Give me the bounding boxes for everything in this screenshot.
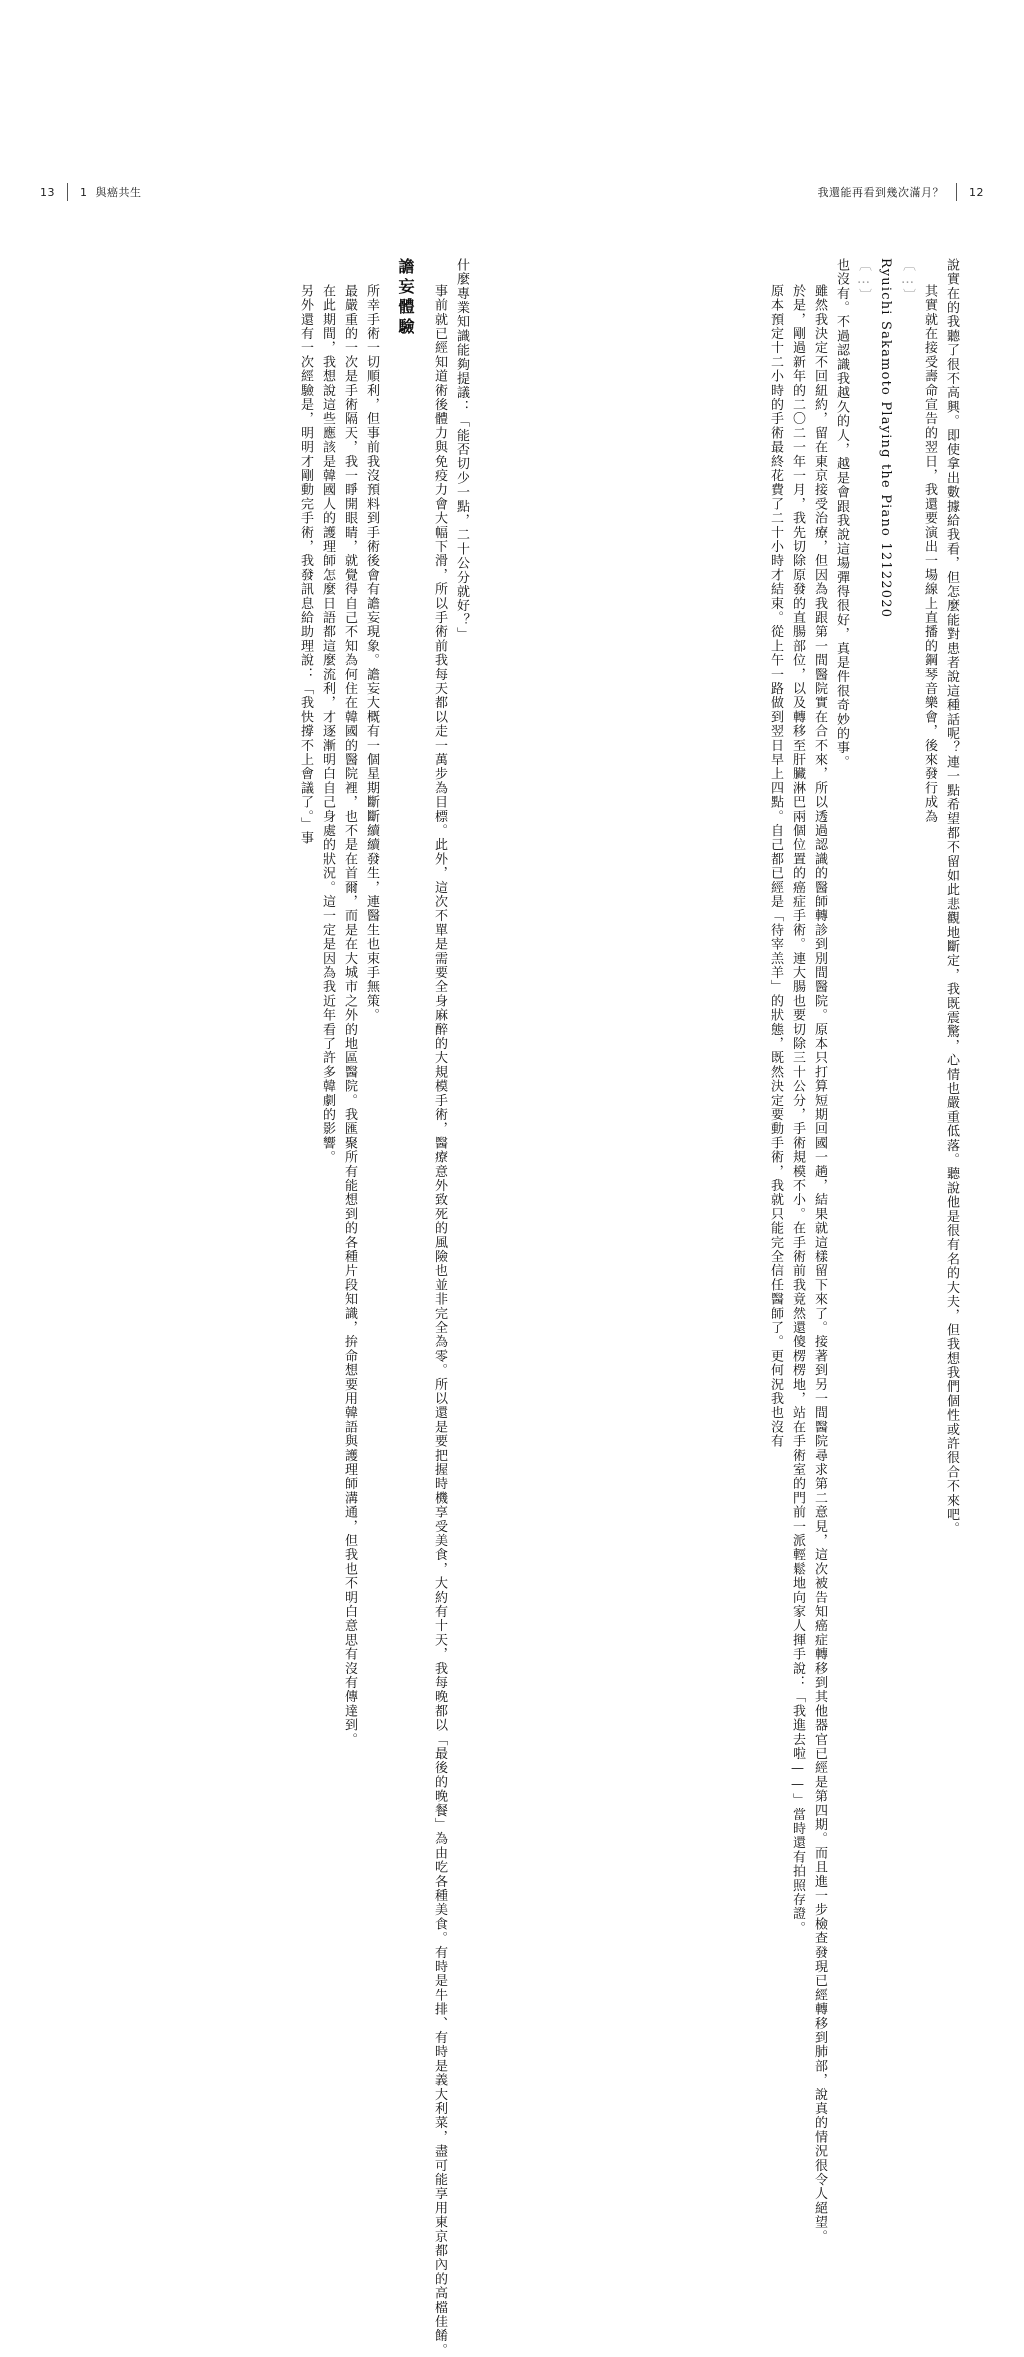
paragraph: 什麼專業知識能夠提議：「能否切少一點，二十公分就好？」 xyxy=(454,258,469,642)
paragraph: 雖然我決定不回紐約，留在東京接受治療，但因為我跟第一間醫院實在合不來，所以透過認識的醫師轉診到別間醫院。原本只打算短期回國一趟，結果就這樣留下來了。接著到另一間醫院尋求第二意見，這次被告知癌症轉移到其他器官已經是第四期。而且進一步檢查發現已經轉移到肺部，說真的情況很令人絕望。 xyxy=(812,284,827,2244)
running-title: 我還能再看到幾次滿月？ xyxy=(817,186,944,199)
illegible-line: 〔…〕 xyxy=(856,258,871,303)
paragraph: 另外還有一次經驗是，明明才剛動完手術，我發訊息給助理說：「我快撐不上會議了。」事 xyxy=(298,284,313,846)
chapter-number: 1 xyxy=(80,185,88,199)
running-head-divider xyxy=(67,183,68,201)
paragraph: 於是，剛過新年的二〇二一年一月，我先切除原發的直腸部位，以及轉移至肝臟淋巴兩個位置的癌症手術。連大腸也要切除三十公分，手術規模不小。在手術前我竟然還傻楞楞地，站在手術室的門前一派輕鬆地向家人揮手說：「我進去啦——」當時還有拍照存證。 xyxy=(790,284,805,1936)
chapter-title: 與癌共生 xyxy=(95,186,142,199)
running-head-divider xyxy=(956,183,957,201)
left-page-number: 13 xyxy=(40,185,55,199)
right-page-number: 12 xyxy=(969,185,984,199)
album-title: Ryuichi Sakamoto Playing the Piano 12122020 xyxy=(878,258,893,619)
right-running-head xyxy=(818,183,985,201)
right-body-text xyxy=(582,258,962,2244)
paragraph: 說實在的我聽了很不高興。即使拿出數據給我看，但怎麼能對患者說這種話呢？連一點希望都不留如此悲觀地斷定，我既震驚，心情也嚴重低落。聽說他是很有名的大夫，但我想我們個性或許很合不來吧。 xyxy=(944,258,959,1536)
paragraph: 在此期間，我想說這些應該是韓國人的護理師怎麼日語都這麼流利，才逐漸明白自己身處的狀況。這一定是因為我近年看了許多韓劇的影響。 xyxy=(320,284,335,1165)
paragraph: 最嚴重的一次是手術隔天，我一睜開眼睛，就覺得自己不知為何住在韓國的醫院裡，也不是在首爾，而是在大城市之外的地區醫院。我匯聚所有能想到的各種片段知識，拚命想要用韓語與護理師溝通，但我也不明白意思有沒有傳達到。 xyxy=(342,284,357,1747)
paragraph: 所幸手術一切順利，但事前我沒預料到手術後會有譫妄現象。譫妄大概有一個星期斷斷續續發生，連醫生也束手無策。 xyxy=(364,284,379,1023)
illegible-line: 〔…〕 xyxy=(900,258,915,303)
left-running-head xyxy=(40,183,142,201)
right-page xyxy=(512,0,1024,2244)
left-body-text xyxy=(32,258,472,2357)
paragraph: 原本預定十二小時的手術最終花費了二十小時才結束。從上午一路做到翌日早上四點。自己都已經是「待宰羔羊」的狀態，既然決定要動手術，我就只能完全信任醫師了。更何況我也沒有 xyxy=(768,284,783,1449)
paragraph: 事前就已經知道術後體力與免疫力會大幅下滑，所以手術前我每天都以走一萬步為目標。此外，這次不單是需要全身麻醉的大規模手術，醫療意外致死的風險也並非完全為零。所以還是要把握時機享受美食，大約有十天，我每晚都以「最後的晚餐」為由吃各種美食。有時是牛排、有時是義大利菜，盡可能享用東京都內的高檔佳餚。 xyxy=(432,284,447,2357)
paragraph: 也沒有。不過認識我越久的人，越是會跟我說這場彈得很好，真是件很奇妙的事。 xyxy=(834,258,849,770)
section-heading: 譫妄體驗 xyxy=(396,258,415,338)
paragraph: 其實就在接受壽命宣告的翌日，我還要演出一場線上直播的鋼琴音樂會，後來發行成為 xyxy=(922,284,937,824)
